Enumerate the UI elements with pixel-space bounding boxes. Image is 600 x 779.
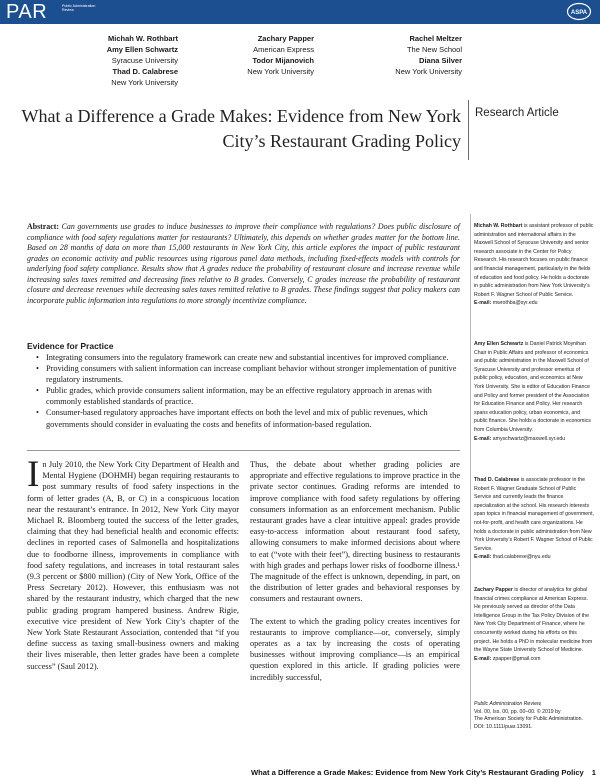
author-column-3: [395, 33, 462, 77]
article-title-line-1: What a Difference a Grade Makes: Evidence from New York: [21, 106, 461, 126]
bio-email-label: E-mail:: [474, 435, 492, 442]
author-name: Zachary Papper: [257, 34, 314, 43]
author-affiliation: Syracuse University: [111, 56, 178, 65]
author-bio: [474, 476, 594, 562]
body-paragraph: The extent to which the grading policy creates incentives for restaurants to improve compliance—or, conversely, simply operates as a tax by increasing the costs of operating businesses without improving compliance—is an empirical question explored in this article. If grading policies were incredibly successful,: [250, 616, 460, 682]
abstract-label: Abstract:: [27, 222, 59, 231]
author-bio: [474, 222, 594, 308]
evidence-list: [36, 352, 460, 430]
bio-name: Thad D. Calabrese: [474, 477, 520, 483]
journal-name: Public Administration Review,: [474, 701, 542, 707]
evidence-item: • Integrating consumers into the regulatory framework can create new and substantial incentives for improved compliance.: [36, 352, 460, 363]
abstract-text: Can governments use grades to induce businesses to improve their compliance with regulations? Does public disclosure of compliance with food safety regulations matter for restaurants? Ultimately, this depends on whether grades matter for the bottom line. Based on 28 months of data on more than 15,000 restaurants in New York City, this article explores the impact of public restaurant grades on economic activity and public resources using rigorous panel data methods, including fixed-effects models with controls for underlying food safety compliance. Results show that A grades reduce the probability of restaurant closure and increase revenue while increasing sales taxes remitted and decreasing fines relative to B grades. Conversely, C grades increase the probability of restaurant closure and decrease revenues while decreasing sales taxes remitted relative to B grades. These findings suggest that policy makers can incorporate public information into regulations to more strongly incentivize compliance.: [27, 222, 460, 305]
evidence-heading: Evidence for Practice: [27, 341, 114, 351]
author-column-2: [247, 33, 314, 77]
author-name: Michah W. Rothbart: [108, 34, 178, 43]
body-paragraph: Thus, the debate about whether grading policies are appropriate and effective regulations to improve practice in the private sector continues. Grading reforms are intended to improve compliance with food safety regulations by offering consumers information as an enforcement mechanism. Public restaurant grades have a clear intuitive appeal: grades provide easy-to-access information about restaurant food safety, allowing consumers to make informed decisions about where to eat (“vote with their feet”), directing business to restaurants with high grades and perhaps lower risks of foodborne illness.¹ The magnitude of the effect is unknown, depending, in part, on the distribution of letter grades and behavioral responses by consumers and restaurant owners.: [250, 460, 460, 604]
article-title-line-2: City’s Restaurant Grading Policy: [222, 131, 461, 151]
sidebar-divider: [470, 214, 471, 729]
bio-email: thad.calabrese@nyu.edu: [492, 554, 551, 561]
bio-email-label: E-mail:: [474, 300, 492, 307]
bio-name: Amy Ellen Schwartz: [474, 341, 524, 347]
journal-issue: Vol. 00, Iss. 00, pp. 00–00. © 2019 by: [474, 708, 561, 715]
bio-email: amyschwartz@maxwell.syr.edu: [492, 435, 566, 442]
body-paragraph: n July 2010, the New York City Department of Health and Mental Hygiene (DOHMH) began requiring restaurants to post summary results of food safety inspections in the form of letter grades (A, B, or C) in a conspicuous location near the restaurant’s entrance. In 2012, New York City mayor Michael R. Bloomberg touted the success of the letter grades, claiming that they had beneficial health and economic effects: declines in reported cases of Salmonella and hospitalizations due to foodborne illness, improvements in compliance with food safety regulations, and increases in total restaurant sales (9.3 percent or $800 million) (City of New York, Office of the Press Secretary 2012). However, this enthusiasm was not shared by the restaurant industry, which charged that the new public grading program hampered business. Andrew Rigie, executive vice president of New York City’s chapter of the New York State Restaurant Association, contended that “if you define success as taxing small-business owners and making their lives miserable, then letter grades have been a complete success” (Saul 2012).: [27, 460, 239, 671]
title-divider: [468, 100, 469, 160]
author-bio: [474, 586, 594, 663]
body-column-left: [27, 454, 239, 672]
journal-header-band: [0, 0, 600, 24]
author-name: Amy Ellen Schwartz: [106, 45, 178, 54]
running-title: What a Difference a Grade Makes: Evidence from New York City’s Restaurant Grading Policy: [250, 768, 584, 777]
page-number: 1: [591, 768, 596, 777]
author-name: Todor Mijanovich: [252, 56, 314, 65]
abstract: [27, 222, 460, 306]
bio-email: zpapper@gmail.com: [492, 655, 541, 662]
author-name: Rachel Meltzer: [409, 34, 462, 43]
author-affiliation: New York University: [111, 78, 178, 87]
article-type-label: Research Article: [475, 107, 559, 119]
aspa-seal-label: ASPA: [570, 10, 588, 16]
author-column-1: [107, 33, 178, 88]
journal-citation: [474, 701, 594, 731]
bio-email-label: E-mail:: [474, 554, 492, 561]
bio-email: mwrothba@syr.edu: [492, 300, 538, 307]
journal-publisher: The American Society for Public Administration.: [474, 716, 583, 723]
bio-name: Michah W. Rothbart: [474, 223, 523, 229]
author-affiliation: American Express: [253, 45, 314, 54]
journal-logo: PAR: [6, 1, 48, 23]
body-column-right: [250, 459, 460, 683]
evidence-item: • Providing consumers with salient information can increase compliant behavior without stronger implementation of punitive regulatory instruments.: [36, 363, 460, 385]
bio-text: is associate professor in the Robert F. Wagner Graduate School of Public Service and currently leads the finance specialization at the school. His research interests span topics in financial management of government, not-for-profit, and health care organizations. He holds a doctorate in public administration from New York University’s Robert F. Wagner School of Public Service.: [474, 477, 594, 552]
author-affiliation: New York University: [247, 67, 314, 76]
bio-text: is assistant professor of public administration and international affairs in the Maxwell School of Syracuse University and senior research associate in the Center for Policy Research. His research focuses on public finance and financial management, particularly in the fields of education and food policy. He holds a doctorate in public administration from New York University’s Robert F. Wagner School of Public Service.: [474, 223, 594, 298]
bio-email-label: E-mail:: [474, 655, 492, 662]
author-name: Diana Silver: [419, 56, 462, 65]
bio-name: Zachary Papper: [474, 587, 513, 593]
journal-doi: DOI: 10.1111/puar.13091.: [474, 723, 533, 730]
evidence-item: • Public grades, which provide consumers salient information, may be an effective regulatory approach in arenas with commonly established standards of practice.: [36, 385, 460, 407]
evidence-item: • Consumer-based regulatory approaches have important effects on both the level and mix of public revenues, which governments should consider in evaluating the costs and benefits of information-based regulation.: [36, 407, 460, 429]
section-divider: [27, 450, 460, 451]
article-title: [20, 104, 461, 154]
author-affiliation: New York University: [395, 67, 462, 76]
drop-cap: I: [27, 454, 40, 495]
bio-text: is Daniel Patrick Moynihan Chair in Public Affairs and professor of economics and public administration in the Maxwell School of Syracuse University and professor emeritus of public policy, education, and economics at New York University. She is editor of Education Finance and Policy and former president of the Association for Education Finance and Policy. Her research spans education policy, urban economics, and public finance. She holds a doctorate in economics from Columbia University.: [474, 341, 591, 433]
author-affiliation: The New School: [406, 45, 462, 54]
journal-logo-subtitle: Public Administration Review: [62, 4, 96, 13]
page-footer: [0, 768, 596, 777]
author-name: Thad D. Calabrese: [112, 67, 178, 76]
author-bio: [474, 340, 594, 443]
aspa-seal-icon: [566, 2, 592, 21]
bio-text: is director of analytics for global financial crimes compliance at American Express. He previously served as director of the Data Intelligence Group in the Tax Policy Division of the New York City Department of Finance, where he concurrently worked during his efforts on this project. He holds a PhD in molecular medicine from the Wayne State University School of Medicine.: [474, 587, 593, 654]
